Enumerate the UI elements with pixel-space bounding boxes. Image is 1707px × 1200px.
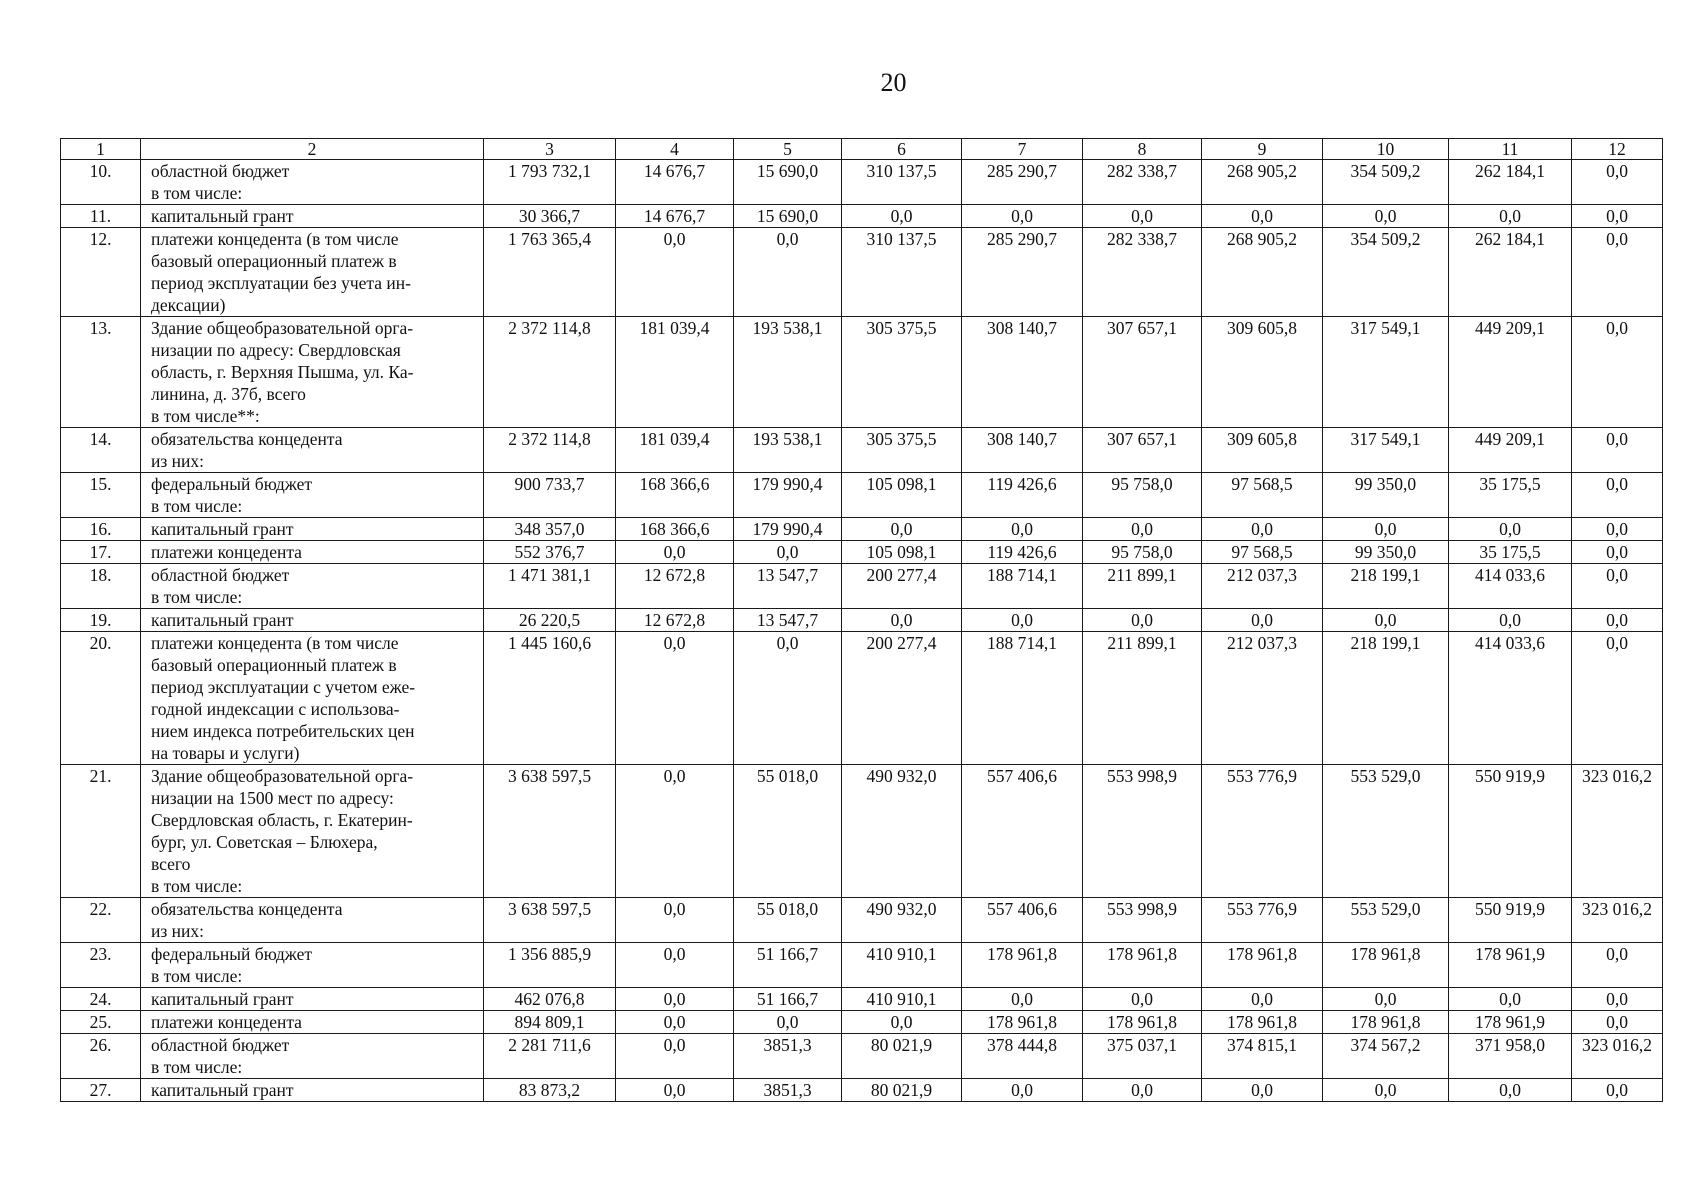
value-cell: 0,0 [1449, 205, 1572, 228]
value-cell: 323 016,2 [1572, 1034, 1663, 1079]
value-cell: 12 672,8 [616, 564, 734, 609]
value-cell: 323 016,2 [1572, 765, 1663, 898]
value-cell: 285 290,7 [962, 160, 1083, 205]
value-cell: 193 538,1 [734, 428, 842, 473]
value-cell: 178 961,8 [1083, 1011, 1202, 1034]
value-cell: 0,0 [1083, 205, 1202, 228]
value-cell: 305 375,5 [842, 428, 962, 473]
value-cell: 51 166,7 [734, 943, 842, 988]
value-cell: 212 037,3 [1202, 632, 1323, 765]
value-cell: 2 281 711,6 [484, 1034, 616, 1079]
value-cell: 1 471 381,1 [484, 564, 616, 609]
value-cell: 83 873,2 [484, 1079, 616, 1102]
value-cell: 95 758,0 [1083, 541, 1202, 564]
value-cell: 550 919,9 [1449, 765, 1572, 898]
value-cell: 26 220,5 [484, 609, 616, 632]
value-cell: 0,0 [1323, 1079, 1449, 1102]
value-cell: 3851,3 [734, 1034, 842, 1079]
value-cell: 178 961,8 [1202, 1011, 1323, 1034]
value-cell: 1 793 732,1 [484, 160, 616, 205]
value-cell: 0,0 [734, 1011, 842, 1034]
row-label: Здание общеобразовательной орга- низации на 1500 мест по адресу: Свердловская область, г. Екатерин- бург, ул. Советская – Блюхера, всего в том числе: [141, 765, 484, 898]
value-cell: 323 016,2 [1572, 898, 1663, 943]
value-cell: 308 140,7 [962, 428, 1083, 473]
value-cell: 285 290,7 [962, 228, 1083, 317]
value-cell: 97 568,5 [1202, 473, 1323, 518]
row-number: 27. [61, 1079, 141, 1102]
value-cell: 0,0 [1572, 1011, 1663, 1034]
value-cell: 0,0 [616, 1034, 734, 1079]
value-cell: 317 549,1 [1323, 428, 1449, 473]
value-cell: 282 338,7 [1083, 228, 1202, 317]
value-cell: 0,0 [1572, 541, 1663, 564]
value-cell: 0,0 [1572, 473, 1663, 518]
value-cell: 268 905,2 [1202, 228, 1323, 317]
row-label: капитальный грант [141, 205, 484, 228]
value-cell: 0,0 [1323, 518, 1449, 541]
value-cell: 0,0 [1572, 428, 1663, 473]
value-cell: 193 538,1 [734, 317, 842, 428]
value-cell: 181 039,4 [616, 317, 734, 428]
value-cell: 0,0 [734, 632, 842, 765]
value-cell: 0,0 [962, 205, 1083, 228]
value-cell: 0,0 [616, 632, 734, 765]
value-cell: 553 529,0 [1323, 898, 1449, 943]
row-label: платежи концедента (в том числе базовый операционный платеж в период эксплуатации без учета ин- дексации) [141, 228, 484, 317]
value-cell: 0,0 [1449, 609, 1572, 632]
column-number: 9 [1202, 139, 1323, 160]
value-cell: 0,0 [962, 518, 1083, 541]
row-number: 22. [61, 898, 141, 943]
value-cell: 211 899,1 [1083, 632, 1202, 765]
value-cell: 178 961,8 [1323, 1011, 1449, 1034]
row-number: 17. [61, 541, 141, 564]
value-cell: 0,0 [1202, 518, 1323, 541]
value-cell: 14 676,7 [616, 205, 734, 228]
value-cell: 553 998,9 [1083, 898, 1202, 943]
value-cell: 410 910,1 [842, 943, 962, 988]
row-label: областной бюджет в том числе: [141, 160, 484, 205]
value-cell: 414 033,6 [1449, 632, 1572, 765]
value-cell: 894 809,1 [484, 1011, 616, 1034]
row-label: обязательства концедента из них: [141, 898, 484, 943]
column-number-row [61, 139, 1663, 160]
value-cell: 212 037,3 [1202, 564, 1323, 609]
value-cell: 0,0 [962, 988, 1083, 1011]
value-cell: 490 932,0 [842, 898, 962, 943]
value-cell: 309 605,8 [1202, 317, 1323, 428]
value-cell: 0,0 [734, 228, 842, 317]
value-cell: 179 990,4 [734, 518, 842, 541]
value-cell: 557 406,6 [962, 765, 1083, 898]
value-cell: 181 039,4 [616, 428, 734, 473]
value-cell: 0,0 [1572, 609, 1663, 632]
value-cell: 0,0 [1323, 988, 1449, 1011]
value-cell: 178 961,8 [962, 943, 1083, 988]
value-cell: 308 140,7 [962, 317, 1083, 428]
value-cell: 262 184,1 [1449, 160, 1572, 205]
value-cell: 2 372 114,8 [484, 317, 616, 428]
row-number: 14. [61, 428, 141, 473]
value-cell: 449 209,1 [1449, 428, 1572, 473]
row-number: 23. [61, 943, 141, 988]
column-number: 6 [842, 139, 962, 160]
value-cell: 168 366,6 [616, 518, 734, 541]
table-row [61, 473, 1663, 518]
value-cell: 0,0 [616, 1011, 734, 1034]
value-cell: 0,0 [734, 541, 842, 564]
row-label: федеральный бюджет в том числе: [141, 943, 484, 988]
row-number: 15. [61, 473, 141, 518]
row-number: 12. [61, 228, 141, 317]
budget-table [60, 138, 1663, 1102]
value-cell: 15 690,0 [734, 205, 842, 228]
value-cell: 168 366,6 [616, 473, 734, 518]
value-cell: 3851,3 [734, 1079, 842, 1102]
table-row [61, 518, 1663, 541]
value-cell: 490 932,0 [842, 765, 962, 898]
value-cell: 310 137,5 [842, 160, 962, 205]
value-cell: 15 690,0 [734, 160, 842, 205]
table-row [61, 428, 1663, 473]
value-cell: 1 445 160,6 [484, 632, 616, 765]
value-cell: 309 605,8 [1202, 428, 1323, 473]
value-cell: 0,0 [1572, 518, 1663, 541]
value-cell: 178 961,9 [1449, 943, 1572, 988]
table-row [61, 317, 1663, 428]
table-row [61, 564, 1663, 609]
value-cell: 553 529,0 [1323, 765, 1449, 898]
row-label: областной бюджет в том числе: [141, 1034, 484, 1079]
value-cell: 354 509,2 [1323, 160, 1449, 205]
row-number: 26. [61, 1034, 141, 1079]
value-cell: 218 199,1 [1323, 564, 1449, 609]
value-cell: 310 137,5 [842, 228, 962, 317]
value-cell: 55 018,0 [734, 898, 842, 943]
row-label: областной бюджет в том числе: [141, 564, 484, 609]
column-number: 11 [1449, 139, 1572, 160]
row-label: капитальный грант [141, 1079, 484, 1102]
value-cell: 305 375,5 [842, 317, 962, 428]
value-cell: 0,0 [1572, 564, 1663, 609]
table-row [61, 1079, 1663, 1102]
value-cell: 35 175,5 [1449, 473, 1572, 518]
table-row [61, 205, 1663, 228]
value-cell: 0,0 [1202, 1079, 1323, 1102]
value-cell: 282 338,7 [1083, 160, 1202, 205]
value-cell: 95 758,0 [1083, 473, 1202, 518]
value-cell: 119 426,6 [962, 473, 1083, 518]
value-cell: 3 638 597,5 [484, 765, 616, 898]
column-number: 3 [484, 139, 616, 160]
table-row [61, 632, 1663, 765]
value-cell: 0,0 [962, 609, 1083, 632]
value-cell: 0,0 [1572, 317, 1663, 428]
value-cell: 0,0 [1572, 160, 1663, 205]
row-label: Здание общеобразовательной орга- низации по адресу: Свердловская область, г. Верхняя Пышма, ул. Ка- линина, д. 37б, всего в том числе**: [141, 317, 484, 428]
value-cell: 14 676,7 [616, 160, 734, 205]
value-cell: 188 714,1 [962, 564, 1083, 609]
value-cell: 0,0 [616, 765, 734, 898]
table-row [61, 988, 1663, 1011]
value-cell: 178 961,8 [962, 1011, 1083, 1034]
row-number: 10. [61, 160, 141, 205]
value-cell: 378 444,8 [962, 1034, 1083, 1079]
table-row [61, 1011, 1663, 1034]
value-cell: 553 998,9 [1083, 765, 1202, 898]
value-cell: 0,0 [962, 1079, 1083, 1102]
value-cell: 0,0 [1449, 988, 1572, 1011]
value-cell: 0,0 [1572, 205, 1663, 228]
value-cell: 0,0 [1323, 609, 1449, 632]
column-number: 5 [734, 139, 842, 160]
value-cell: 55 018,0 [734, 765, 842, 898]
value-cell: 374 567,2 [1323, 1034, 1449, 1079]
value-cell: 105 098,1 [842, 473, 962, 518]
value-cell: 0,0 [1572, 228, 1663, 317]
value-cell: 99 350,0 [1323, 473, 1449, 518]
value-cell: 0,0 [842, 518, 962, 541]
row-label: платежи концедента [141, 1011, 484, 1034]
row-label: платежи концедента (в том числе базовый операционный платеж в период эксплуатации с учетом еже- годной индексации с использова- нием индекса потребительских цен на товары и услуги) [141, 632, 484, 765]
value-cell: 178 961,8 [1083, 943, 1202, 988]
value-cell: 307 657,1 [1083, 317, 1202, 428]
value-cell: 119 426,6 [962, 541, 1083, 564]
value-cell: 557 406,6 [962, 898, 1083, 943]
row-label: капитальный грант [141, 609, 484, 632]
value-cell: 414 033,6 [1449, 564, 1572, 609]
table-row [61, 541, 1663, 564]
value-cell: 200 277,4 [842, 564, 962, 609]
value-cell: 0,0 [1083, 609, 1202, 632]
table-row [61, 943, 1663, 988]
value-cell: 375 037,1 [1083, 1034, 1202, 1079]
value-cell: 0,0 [616, 988, 734, 1011]
value-cell: 30 366,7 [484, 205, 616, 228]
row-number: 16. [61, 518, 141, 541]
value-cell: 262 184,1 [1449, 228, 1572, 317]
value-cell: 462 076,8 [484, 988, 616, 1011]
value-cell: 348 357,0 [484, 518, 616, 541]
value-cell: 51 166,7 [734, 988, 842, 1011]
value-cell: 97 568,5 [1202, 541, 1323, 564]
value-cell: 374 815,1 [1202, 1034, 1323, 1079]
value-cell: 0,0 [1449, 518, 1572, 541]
row-label: капитальный грант [141, 518, 484, 541]
value-cell: 99 350,0 [1323, 541, 1449, 564]
table-row [61, 765, 1663, 898]
value-cell: 0,0 [1083, 518, 1202, 541]
row-number: 11. [61, 205, 141, 228]
value-cell: 178 961,8 [1202, 943, 1323, 988]
value-cell: 0,0 [1083, 988, 1202, 1011]
value-cell: 218 199,1 [1323, 632, 1449, 765]
value-cell: 211 899,1 [1083, 564, 1202, 609]
value-cell: 0,0 [1202, 609, 1323, 632]
table-row [61, 160, 1663, 205]
column-number: 2 [141, 139, 484, 160]
row-number: 20. [61, 632, 141, 765]
value-cell: 0,0 [1572, 1079, 1663, 1102]
value-cell: 0,0 [1572, 632, 1663, 765]
value-cell: 13 547,7 [734, 564, 842, 609]
value-cell: 105 098,1 [842, 541, 962, 564]
row-number: 24. [61, 988, 141, 1011]
value-cell: 0,0 [842, 205, 962, 228]
value-cell: 178 961,8 [1323, 943, 1449, 988]
row-number: 21. [61, 765, 141, 898]
value-cell: 307 657,1 [1083, 428, 1202, 473]
value-cell: 900 733,7 [484, 473, 616, 518]
value-cell: 0,0 [1572, 943, 1663, 988]
value-cell: 371 958,0 [1449, 1034, 1572, 1079]
value-cell: 35 175,5 [1449, 541, 1572, 564]
value-cell: 0,0 [1202, 205, 1323, 228]
page-number: 20 [880, 68, 907, 97]
value-cell: 268 905,2 [1202, 160, 1323, 205]
table-row [61, 1034, 1663, 1079]
value-cell: 0,0 [1323, 205, 1449, 228]
value-cell: 2 372 114,8 [484, 428, 616, 473]
value-cell: 0,0 [1449, 1079, 1572, 1102]
column-number: 1 [61, 139, 141, 160]
value-cell: 0,0 [616, 228, 734, 317]
row-label: обязательства концедента из них: [141, 428, 484, 473]
value-cell: 553 776,9 [1202, 898, 1323, 943]
value-cell: 1 763 365,4 [484, 228, 616, 317]
value-cell: 200 277,4 [842, 632, 962, 765]
value-cell: 550 919,9 [1449, 898, 1572, 943]
value-cell: 449 209,1 [1449, 317, 1572, 428]
value-cell: 0,0 [1202, 988, 1323, 1011]
column-number: 4 [616, 139, 734, 160]
row-number: 18. [61, 564, 141, 609]
value-cell: 0,0 [1083, 1079, 1202, 1102]
row-label: капитальный грант [141, 988, 484, 1011]
table-row [61, 898, 1663, 943]
column-number: 8 [1083, 139, 1202, 160]
value-cell: 0,0 [1572, 988, 1663, 1011]
value-cell: 0,0 [616, 943, 734, 988]
value-cell: 1 356 885,9 [484, 943, 616, 988]
value-cell: 80 021,9 [842, 1034, 962, 1079]
table-row [61, 228, 1663, 317]
value-cell: 0,0 [842, 609, 962, 632]
value-cell: 0,0 [842, 1011, 962, 1034]
value-cell: 553 776,9 [1202, 765, 1323, 898]
row-label: федеральный бюджет в том числе: [141, 473, 484, 518]
column-number: 10 [1323, 139, 1449, 160]
value-cell: 188 714,1 [962, 632, 1083, 765]
value-cell: 13 547,7 [734, 609, 842, 632]
value-cell: 178 961,9 [1449, 1011, 1572, 1034]
value-cell: 12 672,8 [616, 609, 734, 632]
row-label: платежи концедента [141, 541, 484, 564]
value-cell: 3 638 597,5 [484, 898, 616, 943]
value-cell: 317 549,1 [1323, 317, 1449, 428]
value-cell: 0,0 [616, 898, 734, 943]
value-cell: 179 990,4 [734, 473, 842, 518]
value-cell: 552 376,7 [484, 541, 616, 564]
value-cell: 80 021,9 [842, 1079, 962, 1102]
row-number: 19. [61, 609, 141, 632]
row-number: 25. [61, 1011, 141, 1034]
value-cell: 410 910,1 [842, 988, 962, 1011]
column-number: 7 [962, 139, 1083, 160]
value-cell: 0,0 [616, 1079, 734, 1102]
value-cell: 354 509,2 [1323, 228, 1449, 317]
row-number: 13. [61, 317, 141, 428]
column-number: 12 [1572, 139, 1663, 160]
table-row [61, 609, 1663, 632]
value-cell: 0,0 [616, 541, 734, 564]
